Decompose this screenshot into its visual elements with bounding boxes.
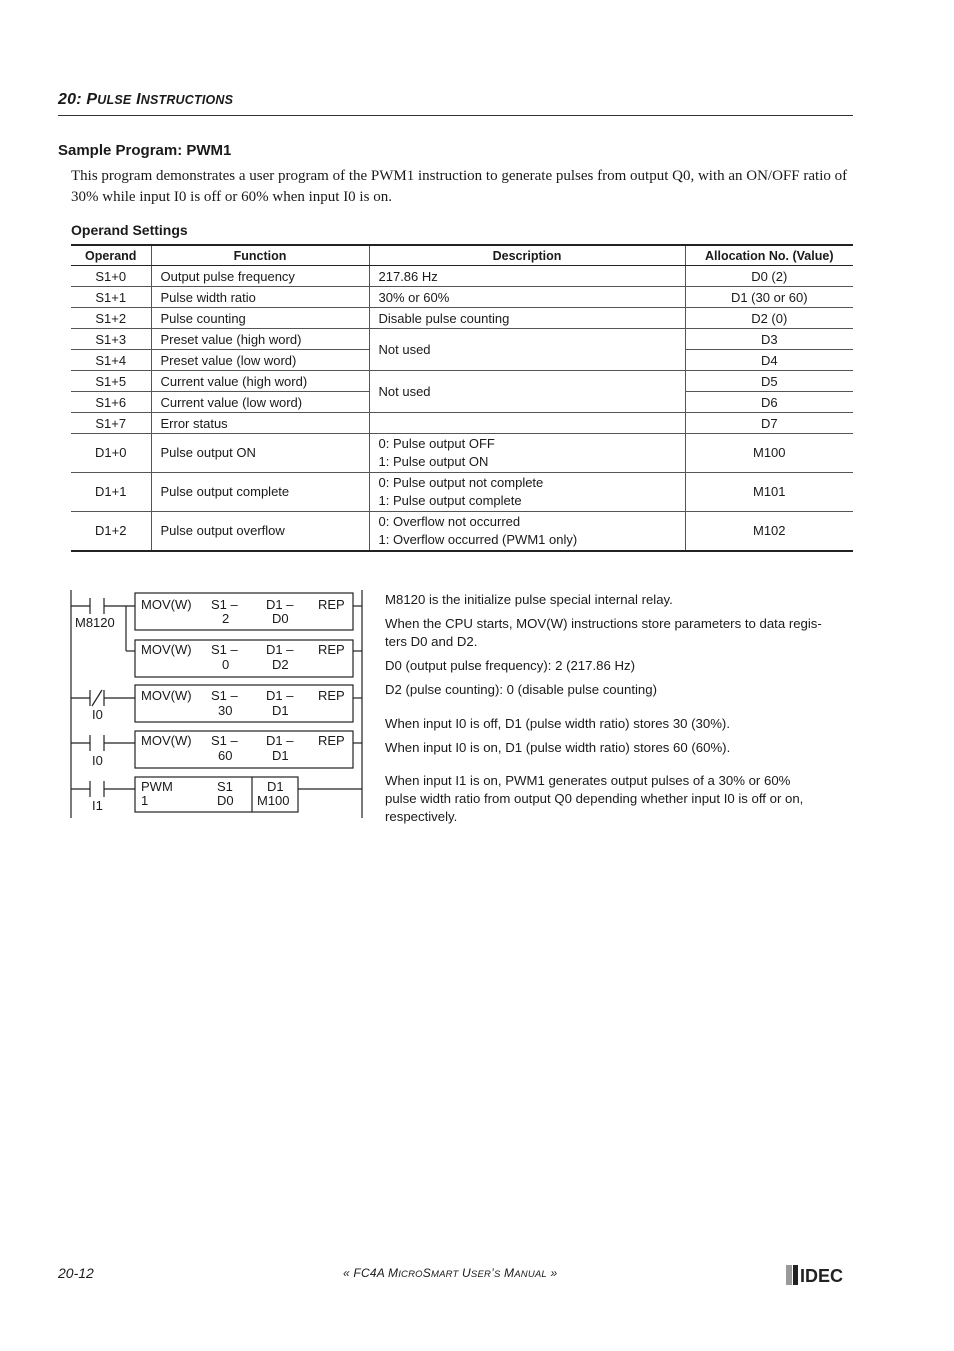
table-row [71, 512, 853, 552]
function-cell: Pulse output complete [151, 473, 369, 512]
operand-cell: S1+6 [71, 392, 151, 413]
contact-label: I0 [92, 753, 103, 768]
operand-cell: D1+2 [71, 512, 151, 552]
description-line: 0: Pulse output not complete [378, 475, 544, 490]
idec-logo-graphic [786, 1264, 854, 1286]
operand-value: D0 [272, 611, 289, 626]
operand-label: S1 – [211, 733, 238, 748]
title-part: SER [470, 1269, 492, 1280]
contact-label: M8120 [75, 615, 115, 630]
function-cell: Pulse width ratio [151, 287, 369, 308]
function-cell: Error status [151, 413, 369, 434]
idec-logo [786, 1264, 854, 1286]
column-header: Description [369, 245, 685, 266]
operand-value: D2 [272, 657, 289, 672]
allocation-cell: D0 (2) [685, 266, 853, 287]
note-line: respectively. [385, 809, 458, 824]
operand-label: S1 – [211, 597, 238, 612]
chapter-title-part: I [136, 91, 141, 108]
title-part: ANUAL [514, 1269, 547, 1280]
instruction-name: MOV(W) [141, 597, 192, 612]
description-cell [369, 413, 685, 434]
chapter-title-part: P [86, 91, 98, 108]
chapter-title-part: ULSE [97, 93, 132, 107]
note-line: When input I0 is on, D1 (pulse width ratio) stores 60 (60%). [385, 740, 731, 755]
chapter-number: 20: [58, 91, 82, 108]
description-cell: Disable pulse counting [369, 308, 685, 329]
operand-value: 0 [222, 657, 230, 672]
note-line: When input I1 is on, PWM1 generates output pulses of a 30% or 60% [385, 773, 791, 788]
description-cell: 217.86 Hz [369, 266, 685, 287]
column-header: Function [151, 245, 369, 266]
instruction-name: PWM [141, 779, 173, 794]
quote-mark: « [343, 1266, 350, 1280]
operand-label: D1 – [266, 688, 294, 703]
instruction-number: 1 [141, 793, 149, 808]
operand-cell: S1+4 [71, 350, 151, 371]
operand-cell: S1+7 [71, 413, 151, 434]
operand-cell: S1+0 [71, 266, 151, 287]
rep-label: REP [318, 733, 345, 748]
title-part: S [422, 1266, 431, 1280]
contact-label: I1 [92, 798, 103, 813]
allocation-cell: D7 [685, 413, 853, 434]
instruction-name: MOV(W) [141, 733, 192, 748]
operand-cell: S1+3 [71, 329, 151, 350]
allocation-cell: D1 (30 or 60) [685, 287, 853, 308]
ladder-diagram [60, 588, 370, 828]
rep-label: REP [318, 688, 345, 703]
allocation-cell: D6 [685, 392, 853, 413]
chapter-heading [58, 91, 233, 109]
operand-cell: S1+1 [71, 287, 151, 308]
intro-paragraph: This program demonstrates a user program of the PWM1 instruction to generate pulses from output Q0, with an ON/OFF ratio of 30% while input I0 is off or 60% when input I0 is on. [71, 168, 848, 205]
note-line: When input I0 is off, D1 (pulse width ratio) stores 30 (30%). [385, 716, 730, 731]
chapter-title-part: NSTRUCTIONS [140, 93, 234, 107]
title-part: U [458, 1266, 471, 1280]
function-cell: Pulse output ON [151, 434, 369, 473]
description-cell: Not used [369, 371, 685, 413]
operand-label: D1 – [266, 642, 294, 657]
title-part: S [493, 1269, 501, 1280]
instruction-name: MOV(W) [141, 642, 192, 657]
operand-value: 60 [218, 748, 233, 763]
allocation-cell: M101 [685, 473, 853, 512]
function-cell: Pulse counting [151, 308, 369, 329]
table-header-row [71, 245, 853, 266]
title-part: M [500, 1266, 515, 1280]
table-row [71, 287, 853, 308]
description-cell [369, 434, 685, 473]
title-part: FC4A M [353, 1266, 399, 1280]
description-line: 1: Overflow occurred (PWM1 only) [378, 532, 578, 547]
title-part: ICRO [398, 1269, 423, 1280]
note-line: D0 (output pulse frequency): 2 (217.86 Hz) [385, 658, 635, 673]
description-line: 0: Pulse output OFF [378, 436, 495, 451]
note-line: pulse width ratio from output Q0 depending whether input I0 is off or on, [385, 791, 804, 806]
rep-label: REP [318, 597, 345, 612]
manual-title [343, 1266, 557, 1280]
logo-text: IDEC [800, 1266, 844, 1286]
allocation-cell: M102 [685, 512, 853, 552]
table-row [71, 371, 853, 392]
header-rule [58, 115, 853, 116]
operand-cell: S1+2 [71, 308, 151, 329]
function-cell: Preset value (low word) [151, 350, 369, 371]
operand-value: 30 [218, 703, 233, 718]
allocation-cell: D5 [685, 371, 853, 392]
page-number: 20-12 [58, 1265, 94, 1281]
description-cell [369, 473, 685, 512]
operand-cell: D1+1 [71, 473, 151, 512]
quote-mark: » [550, 1266, 558, 1280]
description-cell: 30% or 60% [369, 287, 685, 308]
operand-value: D0 [217, 793, 234, 808]
note-line: When the CPU starts, MOV(W) instructions store parameters to data regis- [385, 616, 822, 631]
function-cell: Current value (high word) [151, 371, 369, 392]
operand-value: D1 [272, 703, 289, 718]
operand-label: S1 – [211, 688, 238, 703]
allocation-cell: M100 [685, 434, 853, 473]
table-title: Operand Settings [71, 222, 188, 238]
function-cell: Pulse output overflow [151, 512, 369, 552]
operand-settings-table [71, 244, 853, 552]
allocation-cell: D3 [685, 329, 853, 350]
title-part: ’ [491, 1266, 494, 1280]
note-line: D2 (pulse counting): 0 (disable pulse counting) [385, 682, 657, 697]
operand-label: D1 [267, 779, 284, 794]
column-header: Allocation No. (Value) [685, 245, 853, 266]
title-part: MART [430, 1269, 459, 1280]
table-row [71, 329, 853, 350]
function-cell: Current value (low word) [151, 392, 369, 413]
instruction-name: MOV(W) [141, 688, 192, 703]
description-cell [369, 512, 685, 552]
function-cell: Preset value (high word) [151, 329, 369, 350]
table-row [71, 413, 853, 434]
note-line: M8120 is the initialize pulse special internal relay. [385, 592, 673, 607]
description-cell: Not used [369, 329, 685, 371]
allocation-cell: D4 [685, 350, 853, 371]
operand-label: S1 [217, 779, 233, 794]
operand-cell: D1+0 [71, 434, 151, 473]
operand-label: S1 – [211, 642, 238, 657]
operand-label: D1 – [266, 597, 294, 612]
allocation-cell: D2 (0) [685, 308, 853, 329]
operand-cell: S1+5 [71, 371, 151, 392]
table-row [71, 434, 853, 473]
description-line: 1: Pulse output complete [378, 493, 522, 508]
table-row [71, 473, 853, 512]
operand-value: D1 [272, 748, 289, 763]
table-row [71, 266, 853, 287]
operand-value: 2 [222, 611, 230, 626]
function-cell: Output pulse frequency [151, 266, 369, 287]
table-row [71, 308, 853, 329]
description-line: 1: Pulse output ON [378, 454, 489, 469]
description-line: 0: Overflow not occurred [378, 514, 521, 529]
column-header: Operand [71, 245, 151, 266]
note-line: ters D0 and D2. [385, 634, 478, 649]
rep-label: REP [318, 642, 345, 657]
operand-label: D1 – [266, 733, 294, 748]
contact-label: I0 [92, 707, 103, 722]
operand-value: M100 [257, 793, 290, 808]
section-title: Sample Program: PWM1 [58, 142, 232, 159]
